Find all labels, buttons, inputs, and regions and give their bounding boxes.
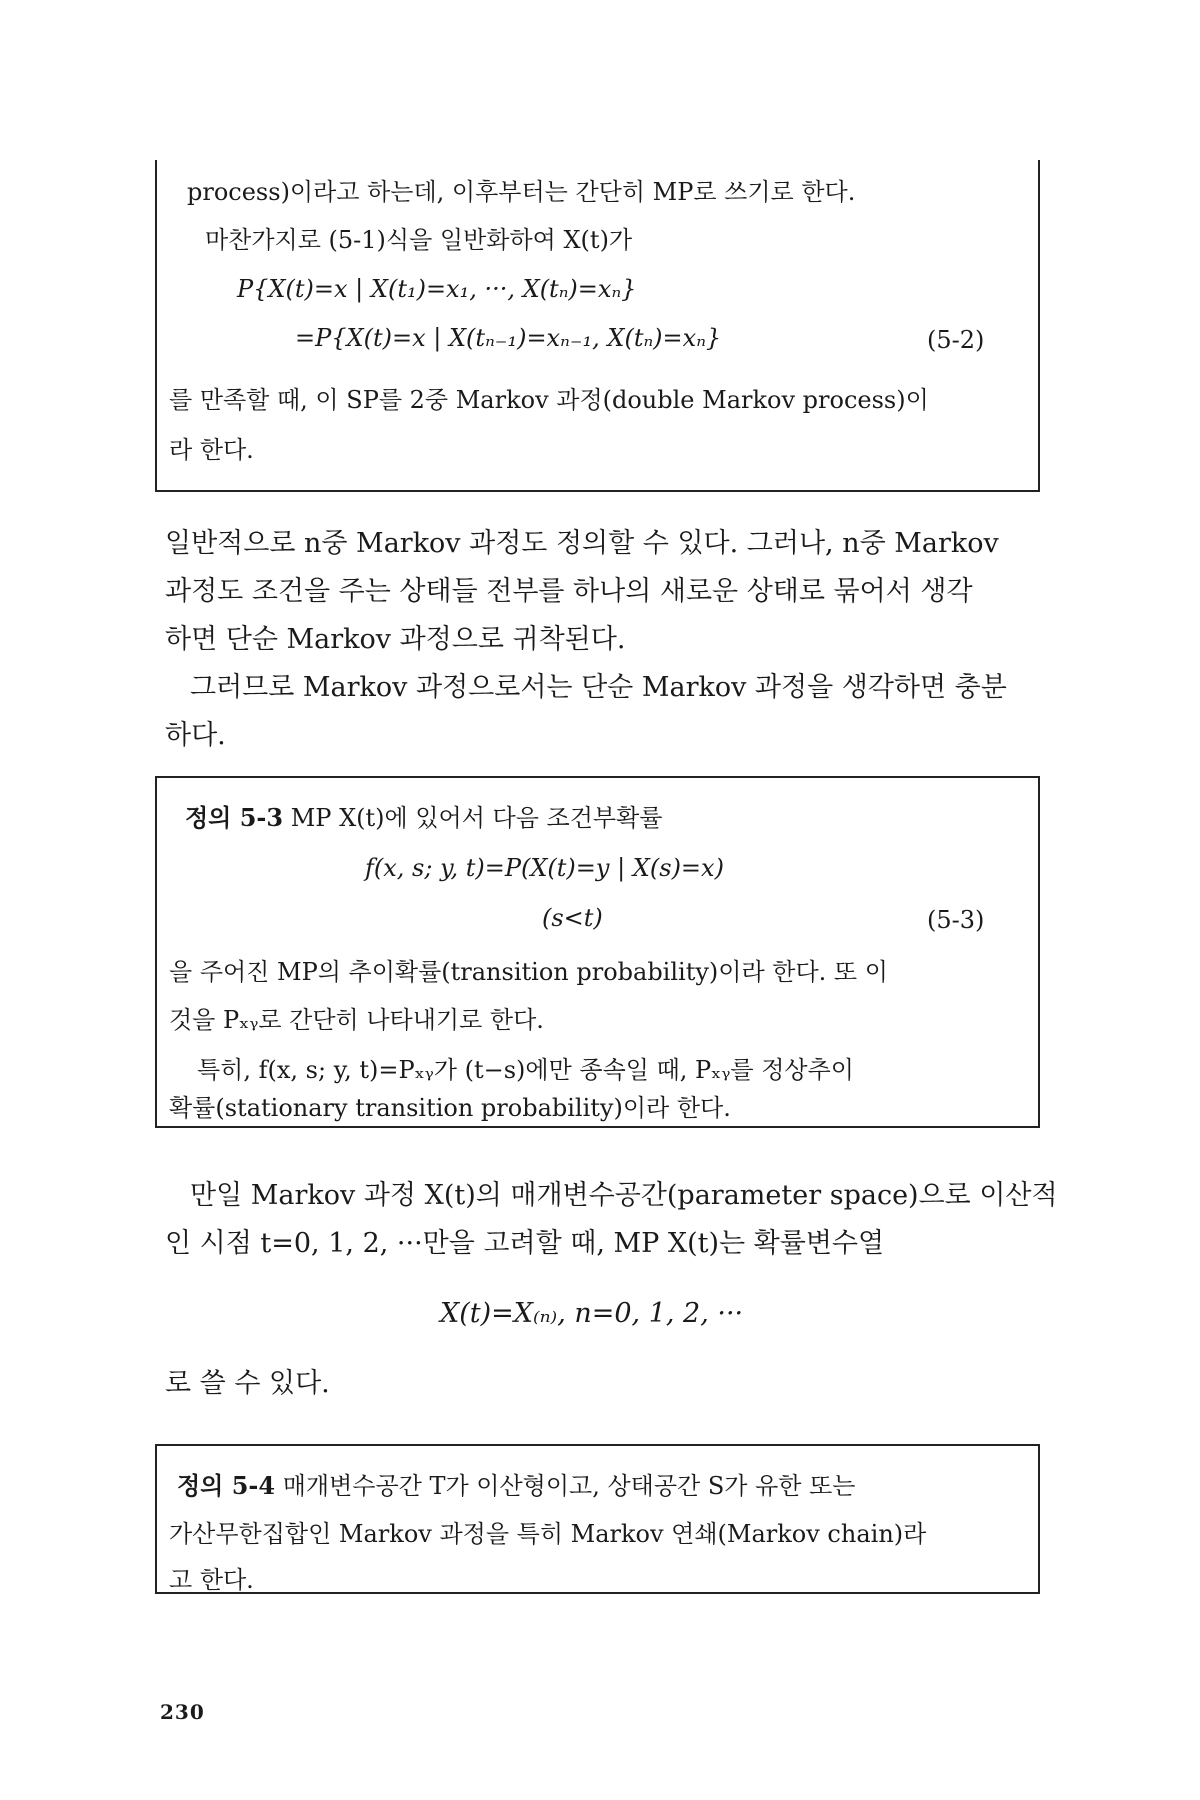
body-para3-line2: 인 시점 t=0, 1, 2, ···만을 고려할 때, MP X(t)는 확률변수열	[165, 1228, 885, 1259]
def53-label: 정의 5-3	[185, 803, 284, 832]
body-para1-line3: 하면 단순 Markov 과정으로 귀착된다.	[165, 624, 626, 655]
def54-line2: 가산무한집합인 Markov 과정을 특히 Markov 연쇄(Markov chain)라	[169, 1520, 927, 1548]
equation-5-2-line1: P{X(t)=x | X(t₁)=x₁, ···, X(tₙ)=xₙ}	[237, 275, 637, 303]
def53-line4: 을 주어진 MP의 추이확률(transition probability)이라 한다. 또 이	[169, 958, 888, 986]
body-para2-line2: 하다.	[165, 720, 226, 751]
body-para3-line4: 로 쓸 수 있다.	[165, 1368, 330, 1399]
def53-intro: MP X(t)에 있어서 다음 조건부확률	[290, 804, 663, 832]
equation-5-2-line2: =P{X(t)=x | X(tₙ₋₁)=xₙ₋₁, X(tₙ)=xₙ}	[295, 324, 722, 352]
body-para1-line1: 일반적으로 n중 Markov 과정도 정의할 수 있다. 그러나, n중 Markov	[165, 528, 999, 559]
equation-5-3-condition: (s<t)	[542, 904, 603, 932]
definition-5-3-box	[155, 776, 1040, 1128]
page-number: 230	[160, 1700, 205, 1724]
equation-number-5-2: (5-2)	[927, 326, 985, 354]
box1-line5: 를 만족할 때, 이 SP를 2중 Markov 과정(double Markov process)이	[169, 386, 929, 414]
equation-number-5-3: (5-3)	[927, 906, 985, 934]
equation-5-3: f(x, s; y, t)=P(X(t)=y | X(s)=x)	[365, 854, 724, 882]
body-para2-line1: 그러므로 Markov 과정으로서는 단순 Markov 과정을 생각하면 충분	[190, 672, 1007, 703]
box1-line1: process)이라고 하는데, 이후부터는 간단히 MP로 쓰기로 한다.	[187, 178, 856, 206]
def54-line3: 고 한다.	[169, 1566, 254, 1594]
def53-heading	[185, 803, 663, 832]
body-para1-line2: 과정도 조건을 주는 상태들 전부를 하나의 새로운 상태로 묶어서 생각	[165, 576, 973, 607]
def53-line5: 것을 Pₓᵧ로 간단히 나타내기로 한다.	[169, 1006, 544, 1034]
def53-line7: 확률(stationary transition probability)이라 한다.	[169, 1094, 731, 1122]
definition-box-continuation	[155, 160, 1040, 492]
box1-line6: 라 한다.	[169, 436, 254, 464]
def53-line6: 특히, f(x, s; y, t)=Pₓᵧ가 (t−s)에만 종속일 때, Pₓᵧ를 정상추이	[197, 1056, 854, 1084]
def54-label: 정의 5-4	[177, 1471, 276, 1500]
sequence-equation: X(t)=X₍ₙ₎, n=0, 1, 2, ···	[440, 1298, 744, 1329]
def54-line1	[177, 1471, 856, 1500]
def54-line1-text: 매개변수공간 T가 이산형이고, 상태공간 S가 유한 또는	[282, 1472, 856, 1500]
box1-line2: 마찬가지로 (5-1)식을 일반화하여 X(t)가	[205, 226, 633, 254]
body-para3-line1: 만일 Markov 과정 X(t)의 매개변수공간(parameter space)으로 이산적	[190, 1180, 1058, 1211]
definition-5-4-box	[155, 1444, 1040, 1594]
